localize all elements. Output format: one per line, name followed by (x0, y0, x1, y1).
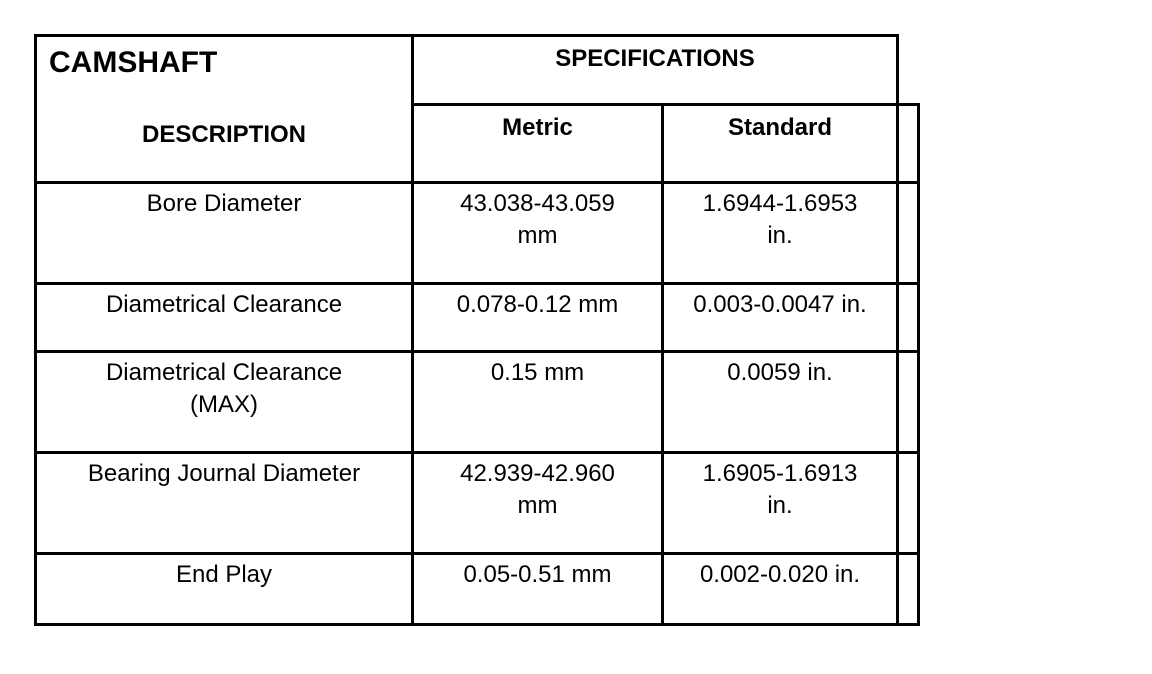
row-text: 0.0059 in. (727, 359, 833, 386)
table-row-description (34, 181, 414, 285)
empty-column-cell (896, 282, 920, 353)
row-text: in. (767, 222, 793, 249)
row-text: 42.939-42.960 (460, 460, 615, 487)
table-title: CAMSHAFT (49, 46, 218, 79)
table-row-metric (411, 552, 664, 626)
specifications-header: SPECIFICATIONS (555, 45, 755, 72)
table-row-standard (661, 282, 899, 353)
table-row-description (34, 282, 414, 353)
specifications-header-cell (411, 34, 899, 106)
table-row-standard (661, 552, 899, 626)
empty-column-cell (896, 552, 920, 626)
table-row-metric (411, 282, 664, 353)
table-row-standard (661, 350, 899, 454)
row-text: Diametrical Clearance (105, 291, 343, 318)
row-text: 0.003-0.0047 in. (693, 291, 867, 318)
table-row-description (34, 451, 414, 555)
row-text: Bore Diameter (146, 190, 302, 217)
row-text: 1.6905-1.6913 (702, 460, 858, 487)
row-text: 0.05-0.51 mm (463, 561, 612, 588)
table-row-metric (411, 451, 664, 555)
table-row-metric (411, 181, 664, 285)
row-text: (MAX) (190, 391, 258, 418)
standard-header: Standard (727, 114, 832, 141)
row-text: 0.078-0.12 mm (456, 291, 619, 318)
description-header-cell (34, 34, 414, 184)
standard-header-cell (661, 103, 899, 184)
table-row-standard (661, 181, 899, 285)
row-text: mm (517, 492, 558, 519)
table-row-description (34, 350, 414, 454)
row-text: in. (767, 492, 793, 519)
metric-header-cell (411, 103, 664, 184)
empty-column-cell (896, 451, 920, 555)
row-text: 0.15 mm (490, 359, 585, 386)
metric-header: Metric (502, 114, 573, 141)
table-row-description (34, 552, 414, 626)
description-header: DESCRIPTION (141, 121, 306, 148)
specifications-table (34, 34, 920, 626)
empty-column-cell (896, 103, 920, 184)
row-text: End Play (175, 561, 273, 588)
table-row-standard (661, 451, 899, 555)
row-text: 1.6944-1.6953 (702, 190, 858, 217)
row-text: 0.002-0.020 in. (699, 561, 861, 588)
empty-column-cell (896, 350, 920, 454)
table-row-metric (411, 350, 664, 454)
row-text: mm (517, 222, 558, 249)
row-text: Bearing Journal Diameter (87, 460, 361, 487)
empty-column-cell (896, 181, 920, 285)
row-text: 43.038-43.059 (460, 190, 615, 217)
row-text: Diametrical Clearance (105, 359, 343, 386)
